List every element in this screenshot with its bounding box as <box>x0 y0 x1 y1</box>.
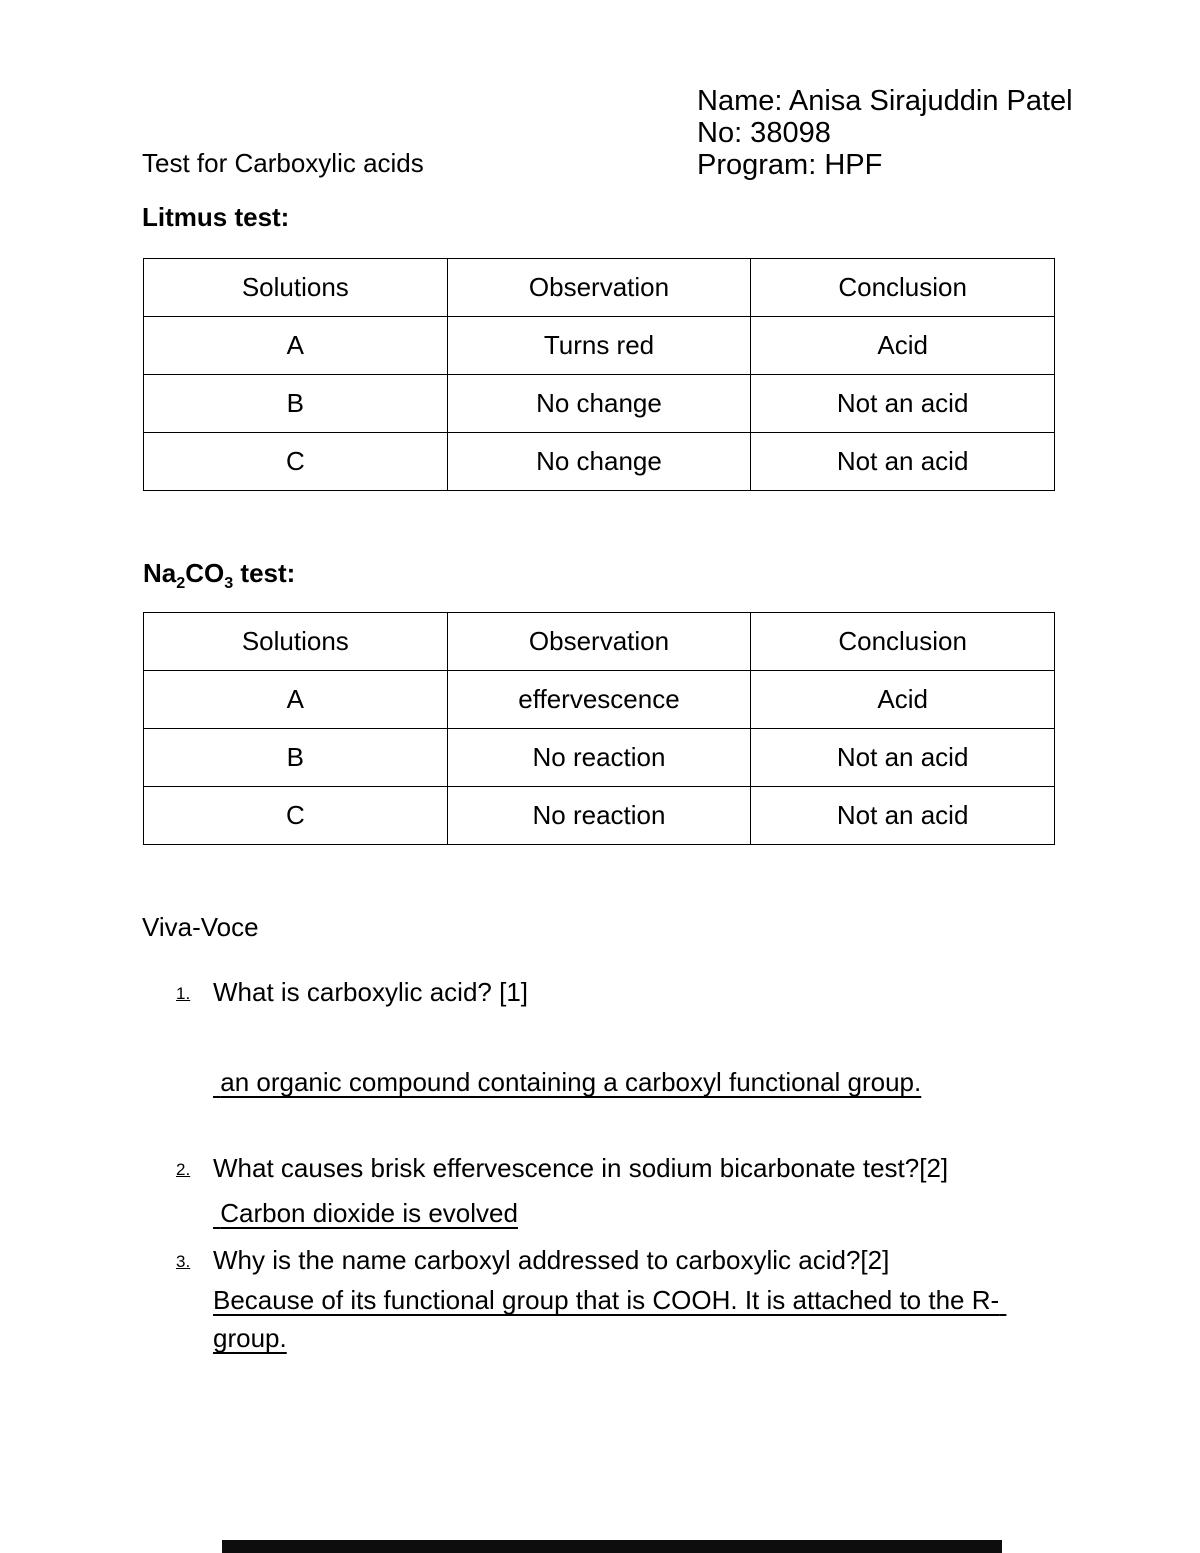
cell-solution: C <box>144 787 448 845</box>
cell-observation: effervescence <box>447 671 751 729</box>
cell-observation: Turns red <box>447 317 751 375</box>
answer-2: Carbon dioxide is evolved <box>213 1198 518 1228</box>
cell-conclusion: Acid <box>751 317 1055 375</box>
na2co3-heading-text: Na <box>143 558 177 588</box>
next-page-edge-bar <box>222 1540 1002 1553</box>
column-header-conclusion: Conclusion <box>751 259 1055 317</box>
question-2-text: What causes brisk effervescence in sodium bicarbonate test?[2] <box>213 1153 949 1183</box>
column-header-solutions: Solutions <box>144 613 448 671</box>
viva-voce-heading: Viva-Voce <box>142 912 259 942</box>
cell-solution: B <box>144 729 448 787</box>
na2co3-heading-text: test: <box>233 558 296 588</box>
table-row <box>144 317 1055 375</box>
column-header-solutions: Solutions <box>144 259 448 317</box>
question-2-number: 2. <box>176 1160 191 1179</box>
na2co3-heading-text: CO <box>185 558 225 588</box>
table-row <box>144 787 1055 845</box>
cell-solution: C <box>144 433 448 491</box>
answer-3: Because of its functional group that is COOH. It is attached to the R- group. <box>213 1285 1007 1353</box>
question-1-number: 1. <box>176 984 191 1003</box>
question-3-number: 3. <box>176 1252 191 1271</box>
cell-observation: No reaction <box>447 787 751 845</box>
question-1 <box>176 973 528 1013</box>
table-row <box>144 729 1055 787</box>
table-header-row <box>144 259 1055 317</box>
cell-conclusion: Acid <box>751 671 1055 729</box>
litmus-test-heading: Litmus test: <box>142 202 290 232</box>
document-title: Test for Carboxylic acids <box>142 148 424 178</box>
cell-solution: A <box>144 671 448 729</box>
cell-conclusion: Not an acid <box>751 375 1055 433</box>
cell-observation: No change <box>447 375 751 433</box>
question-2 <box>176 1149 948 1189</box>
student-number: No: 38098 <box>697 117 831 149</box>
na2co3-test-table <box>143 612 1055 845</box>
table-row <box>144 375 1055 433</box>
table-row <box>144 433 1055 491</box>
student-info <box>697 85 1073 181</box>
student-program: Program: HPF <box>697 149 883 181</box>
column-header-conclusion: Conclusion <box>751 613 1055 671</box>
question-3 <box>176 1241 889 1281</box>
cell-conclusion: Not an acid <box>751 787 1055 845</box>
answer-1: an organic compound containing a carboxyl functional group. <box>213 1067 922 1097</box>
column-header-observation: Observation <box>447 613 751 671</box>
question-3-text: Why is the name carboxyl addressed to carboxylic acid?[2] <box>213 1245 890 1275</box>
na2co3-heading-subscript: 3 <box>224 574 234 593</box>
cell-observation: No reaction <box>447 729 751 787</box>
cell-solution: B <box>144 375 448 433</box>
litmus-test-table <box>143 258 1055 491</box>
cell-conclusion: Not an acid <box>751 433 1055 491</box>
cell-solution: A <box>144 317 448 375</box>
cell-observation: No change <box>447 433 751 491</box>
cell-conclusion: Not an acid <box>751 729 1055 787</box>
table-header-row <box>144 613 1055 671</box>
na2co3-heading-subscript: 2 <box>176 574 186 593</box>
student-name: Name: Anisa Sirajuddin Patel <box>697 85 1073 117</box>
question-1-text: What is carboxylic acid? [1] <box>213 977 529 1007</box>
column-header-observation: Observation <box>447 259 751 317</box>
na2co3-test-heading <box>143 558 295 593</box>
table-row <box>144 671 1055 729</box>
